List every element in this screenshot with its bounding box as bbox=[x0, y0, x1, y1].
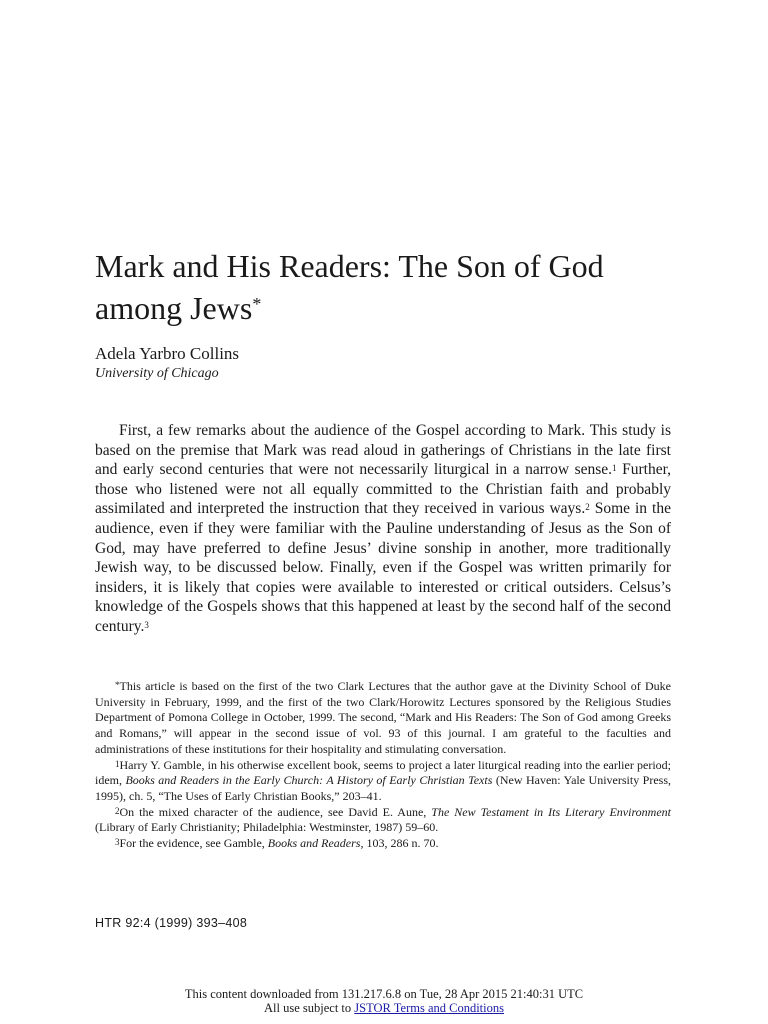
footnote-1-book-title: Books and Readers in the Early Church: A History of Early Christian Texts bbox=[125, 773, 493, 788]
body-text-part-2: Further, those who listened were not all equally committed to the Christian faith and probably assimilated and interpreted the instruction that they received in various ways. bbox=[95, 461, 671, 518]
footnote-star-mark: * bbox=[115, 680, 120, 690]
download-info: This content downloaded from 131.217.6.8 on Tue, 28 Apr 2015 21:40:31 UTC bbox=[184, 987, 584, 1001]
title-text: Mark and His Readers: The Son of God among Jews bbox=[95, 248, 604, 326]
footnote-2-text: On the mixed character of the audience, see David E. Aune, bbox=[119, 804, 432, 819]
footnote-2-mark: 2 bbox=[115, 805, 120, 816]
footnote-star bbox=[95, 679, 671, 758]
footnote-3-text-end: , 103, 286 n. 70. bbox=[360, 836, 439, 851]
footnote-1-text-end: (New Haven: Yale University Press, 1995), ch. 5, “The Uses of Early Christian Books,” 203–41. bbox=[95, 773, 672, 803]
footnote-1-mark: 1 bbox=[115, 758, 120, 769]
body-paragraph bbox=[95, 421, 671, 637]
terms-prefix: All use subject to bbox=[264, 1001, 355, 1015]
author-affiliation: University of Chicago bbox=[95, 366, 219, 381]
body-text-part-1: First, a few remarks about the audience of the Gospel according to Mark. This study is based on the premise that Mark was read aloud in gatherings of Christians in the late first and early second centuries that were not necessarily liturgical in a narrow sense. bbox=[95, 422, 671, 479]
title-footnote-mark: * bbox=[252, 294, 262, 314]
body-text-part-3: Some in the audience, even if they were familiar with the Pauline understanding of Jesus as the Son of God, may have preferred to define Jesus’ divine sonship in another, more traditionally Jewish way, to be discussed below. Finally, even if the Gospel was written primarily for insiders, it is likely that copies were available to interested or critical outsiders. Celsus’s knowledge of the Gospels shows that this happened at least by the second half of the second century. bbox=[95, 500, 671, 635]
author-name: Adela Yarbro Collins bbox=[95, 344, 240, 363]
footnote-1-text: Harry Y. Gamble, in his otherwise excellent book, seems to project a later liturgical reading into the earlier period; idem, bbox=[95, 757, 671, 788]
download-notice bbox=[0, 987, 768, 1015]
footnote-3-book-title: Books and Readers bbox=[267, 836, 361, 851]
footnote-1 bbox=[95, 758, 671, 805]
footnotes bbox=[95, 679, 671, 852]
footnote-star-text: This article is based on the first of the two Clark Lectures that the author gave at the Divinity School of Duke University in February, 1999, and the first of the two Clark/Horowitz Lectures sponsored by the Religious Studies Department of Pomona College in October, 1999. The second, “Mark and His Readers: The Son of God among Greeks and Romans,” will appear in the second issue of vol. 93 of this journal. I am grateful to the faculties and administrations of these institutions for their hospitality and stimulating conversation. bbox=[95, 679, 671, 756]
terms-link[interactable]: JSTOR Terms and Conditions bbox=[354, 1001, 504, 1015]
journal-reference: HTR 92:4 (1999) 393–408 bbox=[95, 916, 248, 930]
footnote-3 bbox=[95, 836, 671, 852]
terms-line bbox=[0, 1001, 768, 1015]
footnote-3-mark: 3 bbox=[115, 837, 120, 848]
footnote-2-book-title: The New Testament in Its Literary Environment bbox=[431, 804, 671, 819]
article-title bbox=[95, 245, 685, 329]
footnote-ref-1: 1 bbox=[612, 463, 617, 474]
footnote-2 bbox=[95, 805, 671, 836]
footnote-2-text-end: (Library of Early Christianity; Philadelphia: Westminster, 1987) 59–60. bbox=[95, 820, 439, 835]
footnote-ref-3: 3 bbox=[144, 619, 149, 630]
footnote-ref-2: 2 bbox=[585, 502, 590, 513]
footnote-3-text: For the evidence, see Gamble, bbox=[119, 836, 268, 851]
